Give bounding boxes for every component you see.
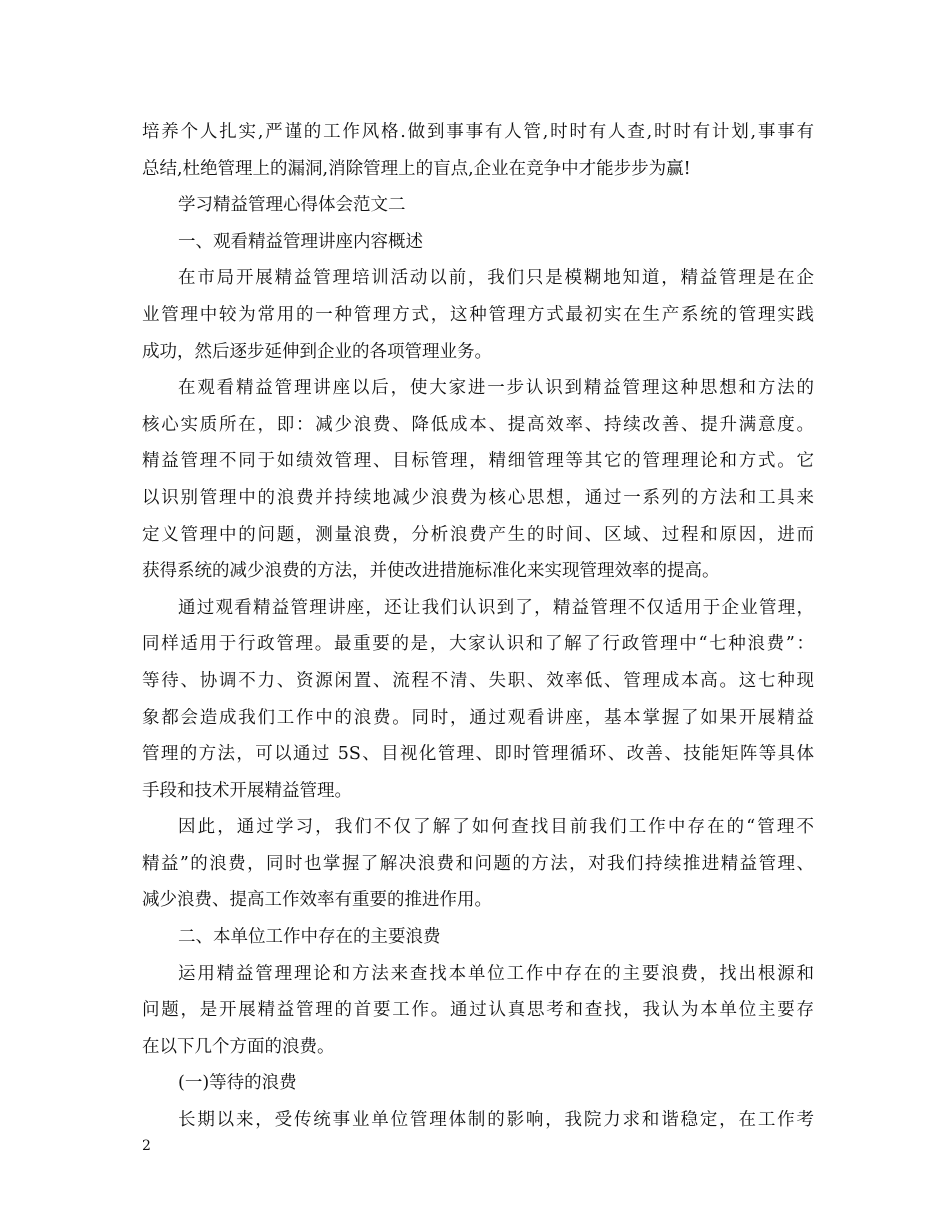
text-line: 总结,杜绝管理上的漏洞,消除管理上的盲点,企业在竞争中才能步步为赢! bbox=[142, 158, 691, 179]
text-line: 管理的方法，可以通过 5S、目视化管理、即时管理循环、改善、技能矩阵等具体 bbox=[142, 744, 814, 765]
text-line: 因此，通过学习，我们不仅了解了如何查找目前我们工作中存在的“管理不 bbox=[178, 817, 814, 838]
text-line: 等待、协调不力、资源闲置、流程不清、失职、效率低、管理成本高。这七种现 bbox=[142, 670, 814, 691]
document-body bbox=[142, 114, 814, 1139]
text-line: 问题，是开展精益管理的首要工作。通过认真思考和查找，我认为本单位主要存 bbox=[142, 1000, 814, 1021]
text-line: 获得系统的减少浪费的方法，并使改进措施标准化来实现管理效率的提高。 bbox=[142, 561, 720, 582]
text-line: 通过观看精益管理讲座，还让我们认识到了，精益管理不仅适用于企业管理， bbox=[178, 597, 814, 618]
text-line: 以识别管理中的浪费并持续地减少浪费为核心思想，通过一系列的方法和工具来 bbox=[142, 487, 814, 508]
text-line: 同样适用于行政管理。最重要的是，大家认识和了解了行政管理中“七种浪费”： bbox=[142, 634, 814, 655]
text-line: 手段和技术开展精益管理。 bbox=[142, 780, 352, 801]
text-line: 减少浪费、提高工作效率有重要的推进作用。 bbox=[142, 890, 492, 911]
text-line: 学习精益管理心得体会范文二 bbox=[178, 195, 406, 216]
text-line: 象都会造成我们工作中的浪费。同时，通过观看讲座，基本掌握了如果开展精益 bbox=[142, 707, 814, 728]
text-line: 一、观看精益管理讲座内容概述 bbox=[178, 231, 423, 252]
text-line: 在观看精益管理讲座以后，使大家进一步认识到精益管理这种思想和方法的 bbox=[178, 378, 814, 399]
text-line: 精益管理不同于如绩效管理、目标管理，精细管理等其它的管理理论和方式。它 bbox=[142, 451, 814, 472]
text-line: 在市局开展精益管理培训活动以前，我们只是模糊地知道，精益管理是在企 bbox=[178, 268, 814, 289]
text-line: (一)等待的浪费 bbox=[178, 1073, 297, 1094]
text-line: 长期以来，受传统事业单位管理体制的影响，我院力求和谐稳定，在工作考 bbox=[178, 1110, 814, 1131]
text-line: 精益”的浪费，同时也掌握了解决浪费和问题的方法，对我们持续推进精益管理、 bbox=[142, 853, 814, 874]
text-line: 成功，然后逐步延伸到企业的各项管理业务。 bbox=[142, 341, 492, 362]
page-number: 2 bbox=[142, 1138, 151, 1154]
text-line: 运用精益管理理论和方法来查找本单位工作中存在的主要浪费，找出根源和 bbox=[178, 963, 814, 984]
text-line: 培养个人扎实,严谨的工作风格.做到事事有人管,时时有人查,时时有计划,事事有 bbox=[142, 122, 814, 142]
text-line: 核心实质所在，即：减少浪费、降低成本、提高效率、持续改善、提升满意度。 bbox=[142, 414, 814, 435]
text-line: 在以下几个方面的浪费。 bbox=[142, 1036, 335, 1057]
text-line: 定义管理中的问题，测量浪费，分析浪费产生的时间、区域、过程和原因，进而 bbox=[142, 524, 814, 545]
text-line: 二、本单位工作中存在的主要浪费 bbox=[178, 927, 441, 948]
text-line: 业管理中较为常用的一种管理方式，这种管理方式最初实在生产系统的管理实践 bbox=[142, 304, 814, 325]
